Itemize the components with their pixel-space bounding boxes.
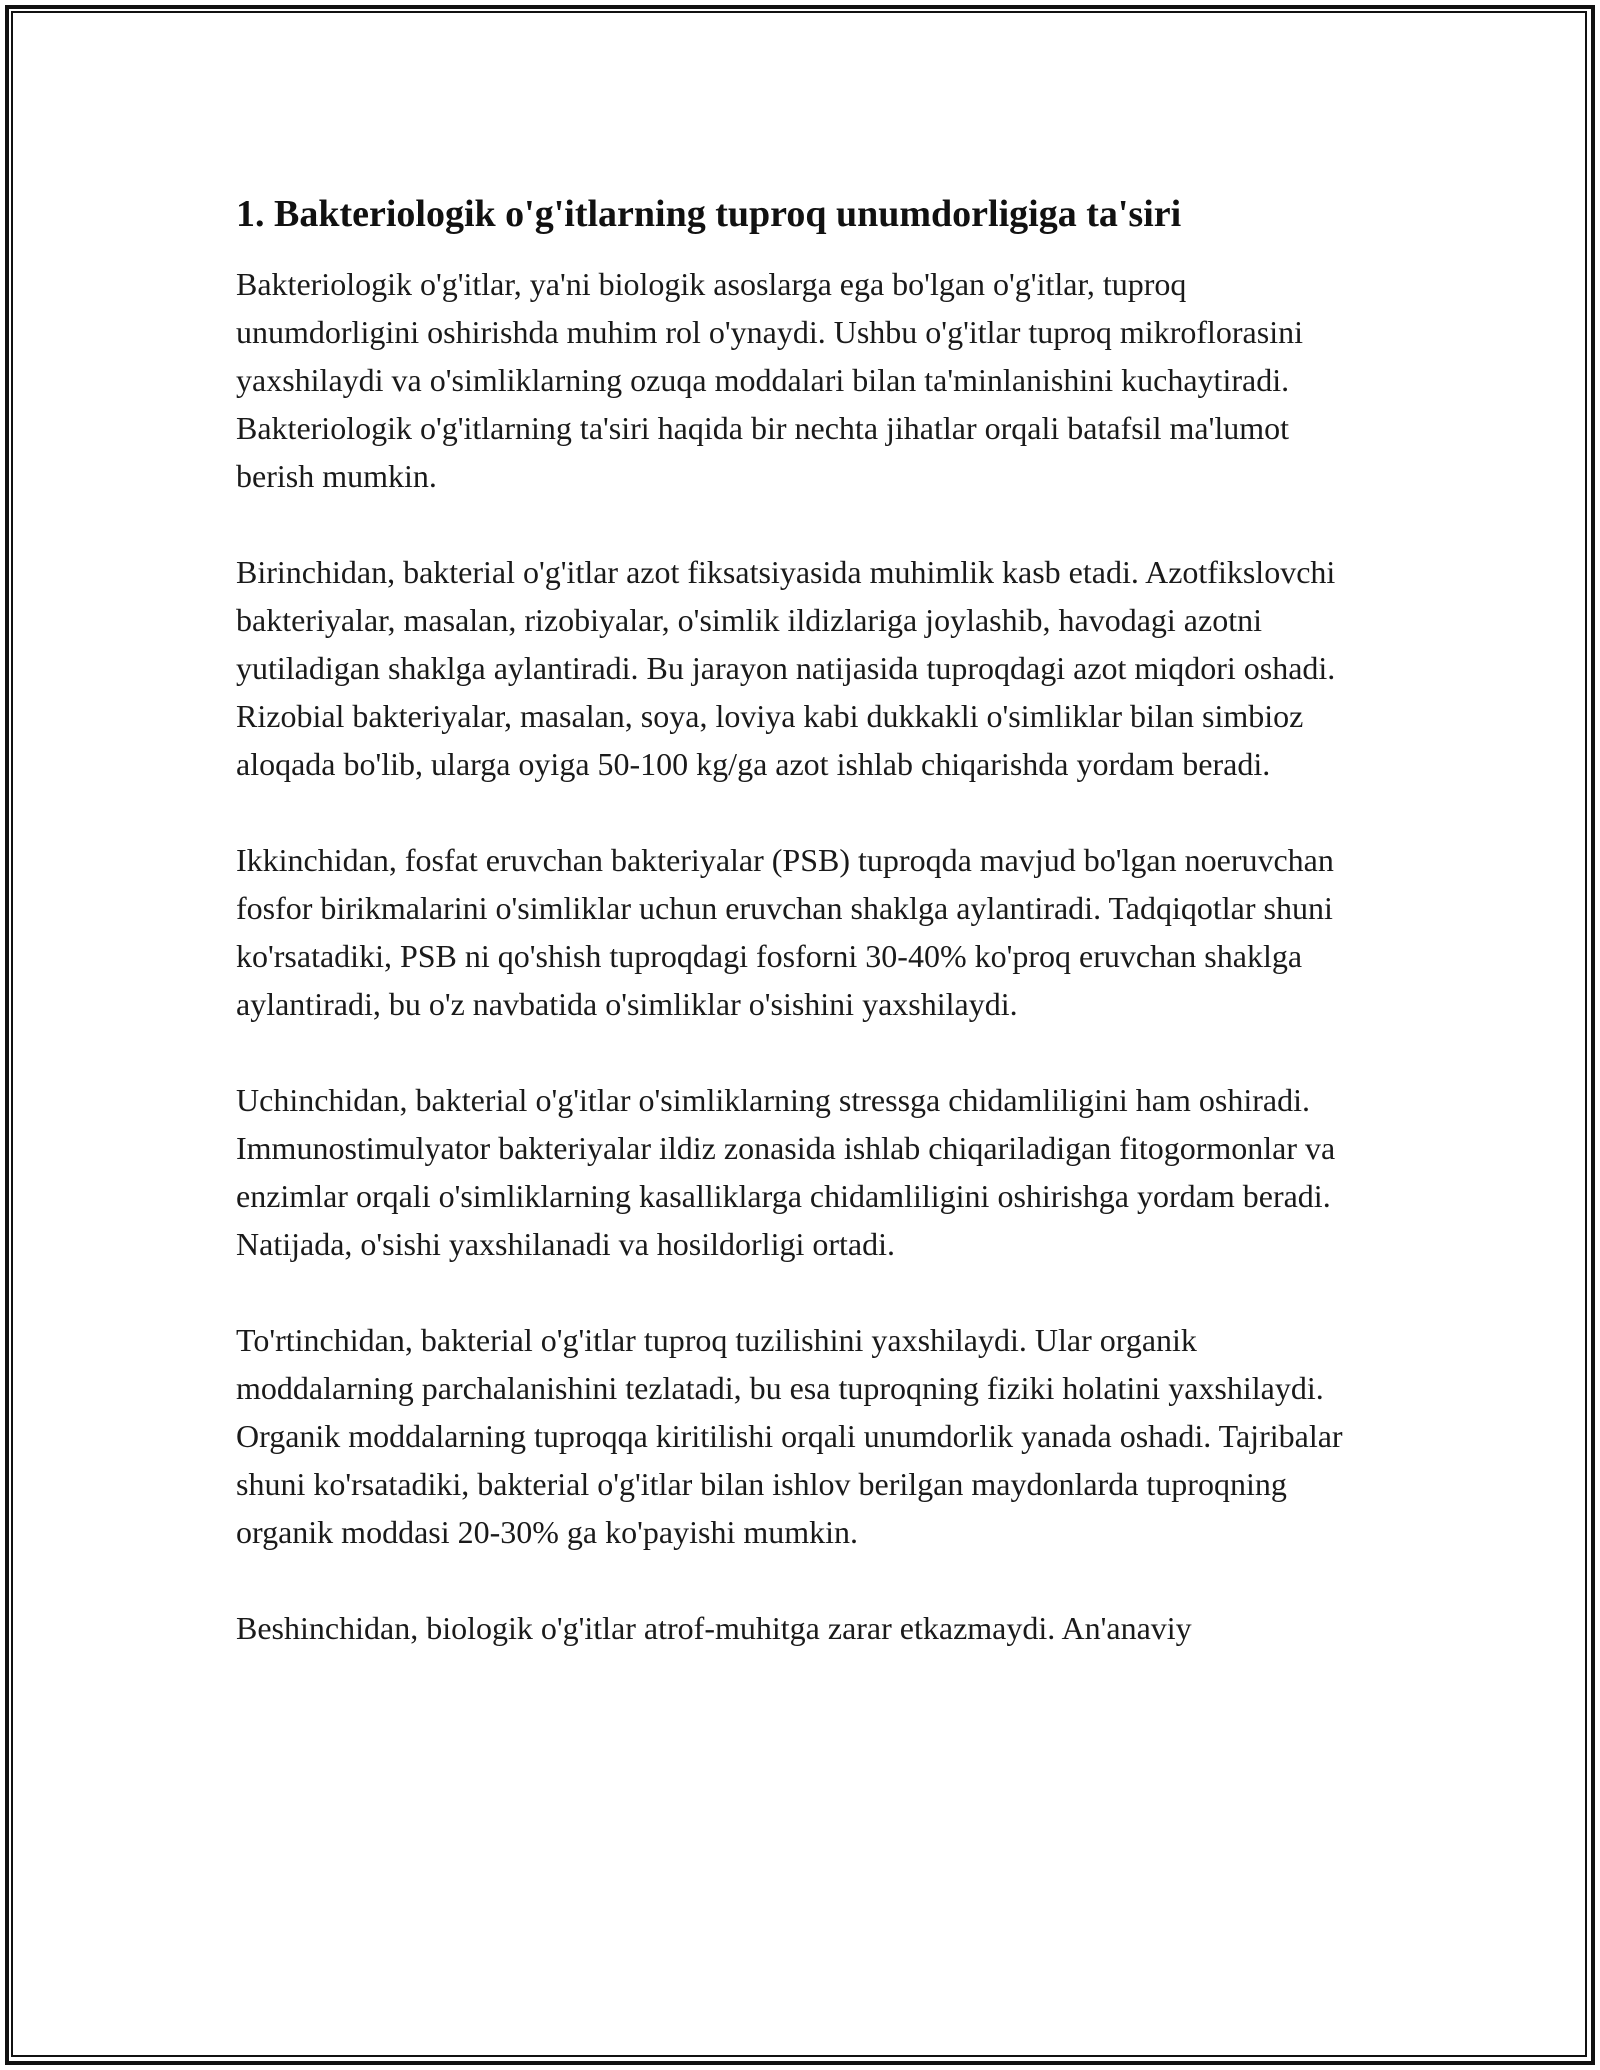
paragraph-third: Uchinchidan, bakterial o'g'itlar o'simliklarning stressga chidamliligini ham oshiradi. Immunostimulyator bakteriyalar ildiz zonasida ishlab chiqariladigan fitogormonlar va enzimlar orqali o'simliklarning kasalliklarga chidamliligini oshirishga yordam beradi. Natijada, o'sishi yaxshilanadi va hosildorligi ortadi. — [236, 1082, 1336, 1262]
paragraph-second: Ikkinchidan, fosfat eruvchan bakteriyalar (PSB) tuproqda mavjud bo'lgan noeruvchan fosfor birikmalarini o'simliklar uchun eruvchan shaklga aylantiradi. Tadqiqotlar shuni ko'rsatadiki, PSB ni qo'shish tuproqdagi fosforni 30-40% ko'proq eruvchan shaklga aylantiradi, bu o'z navbatida o'simliklar o'sishini yaxshilaydi. — [236, 842, 1334, 1022]
paragraph-intro: Bakteriologik o'g'itlar, ya'ni biologik asoslarga ega bo'lgan o'g'itlar, tuproq unumdorligini oshirishda muhim rol o'ynaydi. Ushbu o'g'itlar tuproq mikroflorasini yaxshilaydi va o'simliklarning ozuqa moddalari bilan ta'minlanishini kuchaytiradi. Bakteriologik o'g'itlarning ta'siri haqida bir nechta jihatlar orqali batafsil ma'lumot berish mumkin. — [236, 266, 1303, 494]
paragraph-fifth: Beshinchidan, biologik o'g'itlar atrof-muhitga zarar etkazmaydi. An'anaviy — [236, 1610, 1192, 1646]
document-body — [236, 188, 1366, 1700]
section-heading: 1. Bakteriologik o'g'itlarning tuproq unumdorligiga ta'siri — [236, 193, 1182, 235]
paragraph-fourth: To'rtinchidan, bakterial o'g'itlar tuproq tuzilishini yaxshilaydi. Ular organik moddalarning parchalanishini tezlatadi, bu esa tuproqning fiziki holatini yaxshilaydi. Organik moddalarning tuproqqa kiritilishi orqali unumdorlik yanada oshadi. Tajribalar shuni ko'rsatadiki, bakterial o'g'itlar bilan ishlov berilgan maydonlarda tuproqning organik moddasi 20-30% ga ko'payishi mumkin. — [236, 1322, 1343, 1550]
paragraph-first: Birinchidan, bakterial o'g'itlar azot fiksatsiyasida muhimlik kasb etadi. Azotfikslovchi bakteriyalar, masalan, rizobiyalar, o'simlik ildizlariga joylashib, havodagi azotni yutiladigan shaklga aylantiradi. Bu jarayon natijasida tuproqdagi azot miqdori oshadi. Rizobial bakteriyalar, masalan, soya, loviya kabi dukkakli o'simliklar bilan simbioz aloqada bo'lib, ularga oyiga 50-100 kg/ga azot ishlab chiqarishda yordam beradi. — [236, 554, 1336, 782]
